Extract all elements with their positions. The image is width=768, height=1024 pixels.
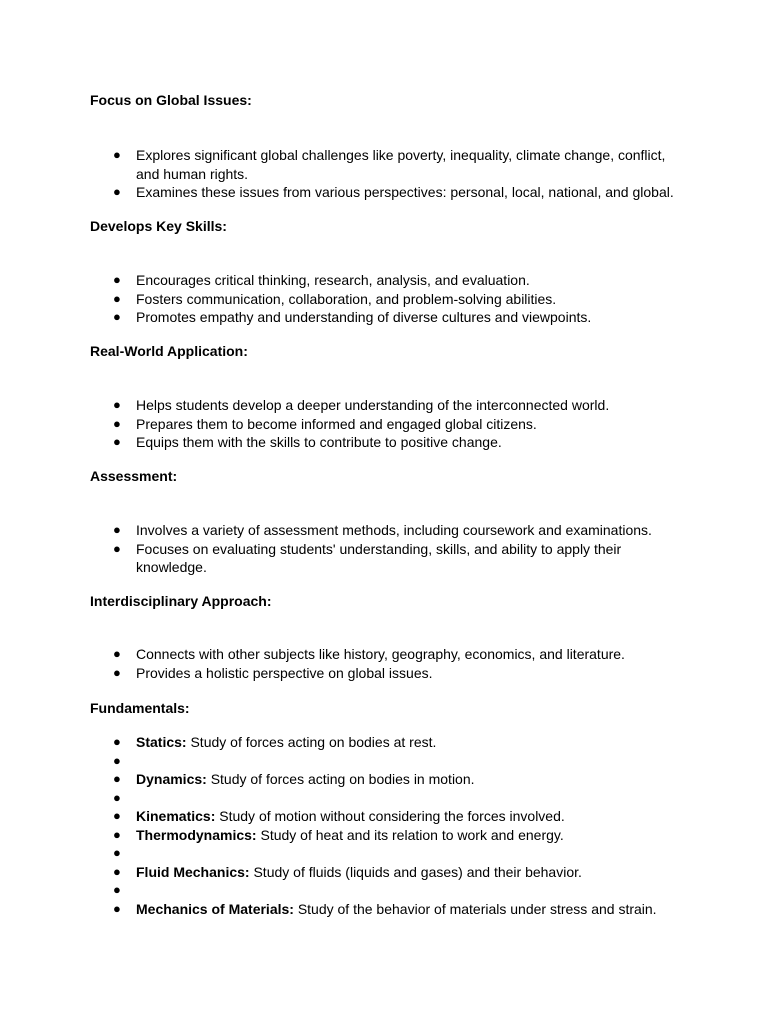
list-item-empty [0, 752, 768, 771]
bullet-icon: ● [113, 826, 121, 842]
bullet-icon: ● [113, 808, 121, 823]
bullet-icon: ● [113, 415, 121, 431]
list-item [0, 645, 768, 664]
list-item [0, 807, 768, 826]
list-item [0, 664, 768, 683]
term-definition: Study of motion without considering the forces involved. [215, 808, 565, 824]
list-item [0, 521, 768, 540]
section-heading: Focus on Global Issues: [90, 92, 252, 108]
list-item-text: Connects with other subjects like history, geography, economics, and literature. [136, 646, 625, 662]
list-item [0, 863, 768, 882]
list-item-text: Promotes empathy and understanding of diverse cultures and viewpoints. [136, 309, 592, 325]
bullet-icon: ● [113, 863, 121, 879]
bullet-icon: ● [113, 789, 121, 805]
list-item-empty [0, 881, 768, 900]
list-item [0, 146, 768, 183]
list-item-text: Prepares them to become informed and engaged global citizens. [136, 415, 537, 432]
list-item [0, 770, 768, 789]
list-item-empty [0, 844, 768, 863]
bullet-icon: ● [113, 434, 121, 449]
bullet-icon: ● [113, 309, 121, 324]
section-heading: Interdisciplinary Approach: [90, 593, 272, 609]
section-heading: Assessment: [90, 468, 178, 484]
bullet-icon: ● [113, 734, 121, 749]
list-item-text: Helps students develop a deeper understanding of the interconnected world. [136, 397, 610, 413]
list-item [0, 900, 768, 919]
list-item-text: Equips them with the skills to contribute to positive change. [136, 434, 502, 450]
bullet-list [0, 645, 768, 682]
bullet-list [0, 396, 768, 452]
term-definition: Study of fluids (liquids and gases) and their behavior. [249, 863, 582, 880]
list-item [0, 183, 768, 202]
section-heading: Real-World Application: [90, 343, 248, 359]
section-heading: Fundamentals: [90, 700, 190, 716]
term-definition: Study of the behavior of materials under stress and strain. [293, 900, 657, 917]
term-label: Thermodynamics: [136, 826, 257, 843]
section-heading: Develops Key Skills: [90, 218, 227, 234]
bullet-list [0, 146, 768, 202]
list-item-text: Explores significant global challenges like poverty, inequality, climate change, conflict, and human rights. [136, 147, 666, 182]
term-definition: Study of forces acting on bodies in motion. [206, 771, 475, 787]
bullet-icon: ● [113, 184, 121, 199]
term-definition: Study of forces acting on bodies at rest. [186, 734, 437, 750]
bullet-list [0, 271, 768, 327]
bullet-icon: ● [113, 845, 121, 860]
bullet-icon: ● [113, 771, 121, 786]
bullet-list [0, 521, 768, 577]
term-label: Kinematics: [136, 808, 216, 824]
list-item [0, 733, 768, 752]
bullet-icon: ● [113, 272, 121, 287]
list-item-text: Involves a variety of assessment methods, including coursework and examinations. [136, 522, 652, 538]
list-item [0, 540, 768, 577]
bullet-icon: ● [113, 882, 121, 897]
list-item [0, 396, 768, 415]
list-item [0, 415, 768, 434]
list-item [0, 271, 768, 290]
list-item-text: Encourages critical thinking, research, analysis, and evaluation. [136, 272, 530, 288]
list-item-text: Fosters communication, collaboration, and problem-solving abilities. [136, 290, 557, 307]
bullet-list [0, 733, 768, 918]
list-item [0, 826, 768, 845]
bullet-icon: ● [113, 646, 121, 661]
bullet-icon: ● [113, 900, 121, 916]
bullet-icon: ● [113, 397, 121, 412]
list-item-empty [0, 789, 768, 808]
term-label: Statics: [136, 734, 187, 750]
bullet-icon: ● [113, 522, 121, 537]
bullet-icon: ● [113, 147, 121, 162]
list-item-text: Examines these issues from various perspectives: personal, local, national, and global. [136, 184, 674, 200]
bullet-icon: ● [113, 290, 121, 306]
term-label: Dynamics: [136, 771, 207, 787]
bullet-icon: ● [113, 752, 121, 768]
term-definition: Study of heat and its relation to work and energy. [256, 826, 564, 843]
term-label: Mechanics of Materials: [136, 900, 294, 917]
term-label: Fluid Mechanics: [136, 863, 250, 880]
list-item [0, 308, 768, 327]
list-item [0, 290, 768, 309]
bullet-icon: ● [113, 540, 121, 556]
list-item-text: Focuses on evaluating students' understanding, skills, and ability to apply their knowledge. [136, 540, 622, 575]
list-item-text: Provides a holistic perspective on global issues. [136, 664, 433, 681]
list-item [0, 433, 768, 452]
bullet-icon: ● [113, 664, 121, 680]
